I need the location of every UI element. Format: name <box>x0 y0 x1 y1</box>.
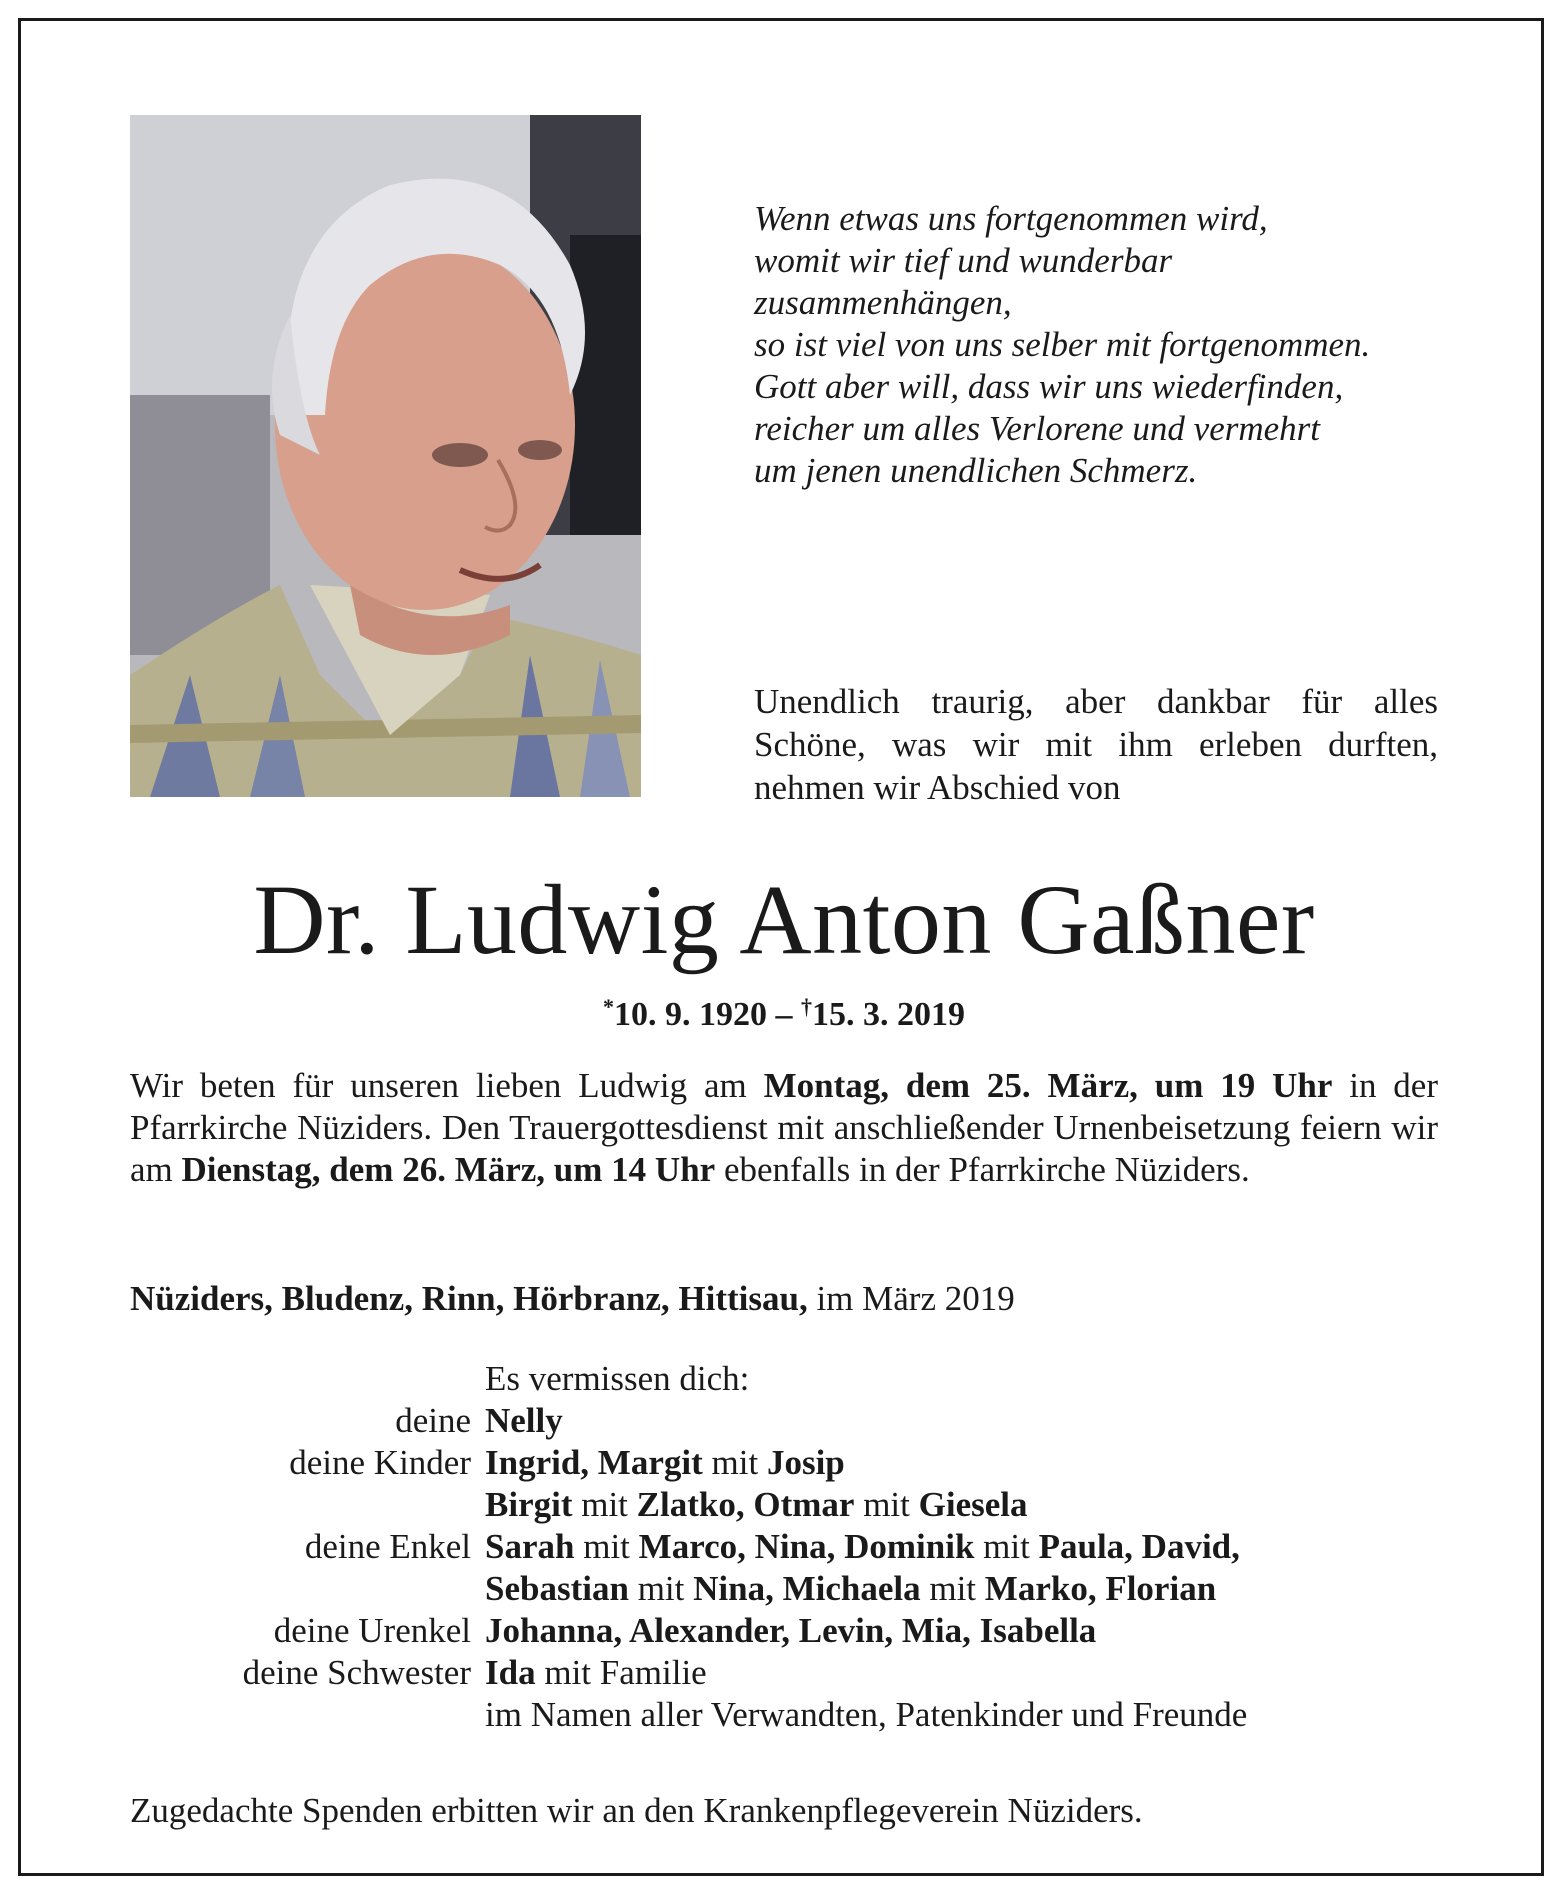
mourners-heading: Es vermissen dich: <box>485 1359 750 1398</box>
mourner-row: Sebastian mit Nina, Michaela mit Marko, Florian <box>485 1569 1217 1608</box>
mourner-names: Birgit <box>485 1485 573 1524</box>
death-date: 15. 3. 2019 <box>812 996 965 1033</box>
rosary-time: Montag, dem 25. März, um 19 Uhr <box>763 1066 1333 1105</box>
date-separator: – <box>767 996 801 1033</box>
mourner-row: deine Enkel Sarah mit Marco, Nina, Dominik mit Paula, David, <box>130 1526 1438 1568</box>
mourner-names: Marko, Florian <box>984 1569 1217 1608</box>
mourner-names: Marco, Nina, Dominik <box>638 1527 975 1566</box>
life-dates <box>130 986 1438 1036</box>
deceased-name: Dr. Ludwig Anton Gaßner <box>253 864 1315 975</box>
mourner-row: deine Schwester Ida mit Familie <box>130 1652 1438 1694</box>
place-names: Nüziders, Bludenz, Rinn, Hörbranz, Hittisau, <box>130 1279 808 1318</box>
relation-label: deine Urenkel <box>273 1611 471 1650</box>
mourner-names: Paula, David, <box>1038 1527 1240 1566</box>
portrait-photo <box>130 115 641 797</box>
mourner-names: Nelly <box>485 1401 563 1440</box>
birth-symbol: * <box>603 994 614 1019</box>
service-text: ebenfalls in der Pfarrkirche Nüziders. <box>715 1150 1250 1189</box>
mourner-row: deine Kinder Ingrid, Margit mit Josip <box>130 1442 1438 1484</box>
mourner-names: Giesela <box>918 1485 1028 1524</box>
farewell-intro: Unendlich traurig, aber dankbar für alles Schöne, was wir mit ihm erleben durften, nehmen wir Abschied von <box>754 682 1438 807</box>
mourner-row <box>130 1610 1438 1652</box>
mourner-names: Ida <box>485 1653 536 1692</box>
poem-line: Wenn etwas uns fortgenommen wird, <box>754 199 1268 238</box>
birth-date: 10. 9. 1920 <box>614 996 767 1033</box>
donation-note: Zugedachte Spenden erbitten wir an den Krankenpflegeverein Nüziders. <box>130 1791 1143 1830</box>
mourner-names: Josip <box>766 1443 845 1482</box>
mourner-names: Sarah <box>485 1527 575 1566</box>
closing-mourners: im Namen aller Verwandten, Patenkinder und Freunde <box>485 1695 1248 1734</box>
death-symbol: † <box>801 994 812 1019</box>
mourner-row <box>130 1694 1438 1736</box>
service-details <box>130 1065 1438 1191</box>
service-text: Wir beten für unseren lieben Ludwig am <box>130 1066 764 1105</box>
mourner-names: Ingrid, Margit <box>485 1443 703 1482</box>
place-and-date <box>130 1278 1438 1320</box>
poem-line: reicher um alles Verlorene und vermehrt <box>754 409 1321 448</box>
poem-line: so ist viel von uns selber mit fortgenommen. <box>754 325 1371 364</box>
mourner-names: Johanna, Alexander, Levin, Mia, Isabella <box>485 1611 1097 1650</box>
mourner-names: Zlatko, Otmar <box>636 1485 855 1524</box>
relation-label: deine Schwester <box>242 1653 471 1692</box>
mourner-row <box>130 1400 1438 1442</box>
month-year: im März 2019 <box>807 1279 1015 1318</box>
funeral-time: Dienstag, dem 26. März, um 14 Uhr <box>181 1150 716 1189</box>
mourner-row: Birgit mit Zlatko, Otmar mit Giesela <box>485 1485 1028 1524</box>
relation-label: deine <box>395 1401 471 1440</box>
mourner-names: Sebastian <box>485 1569 629 1608</box>
poem-line: um jenen unendlichen Schmerz. <box>754 451 1198 490</box>
service-text: in der Pfarrkirche Nüziders. Den Trauergottesdienst mit anschließender Urnenbeisetzung feiern wir am <box>130 1066 1438 1189</box>
relation-label: deine Enkel <box>304 1527 471 1566</box>
mourners-heading-row <box>130 1358 1438 1400</box>
relation-label: deine Kinder <box>289 1443 471 1482</box>
poem-line: womit wir tief und wunderbar <box>754 241 1173 280</box>
poem-line: Gott aber will, dass wir uns wiederfinden, <box>754 367 1344 406</box>
mourners-list <box>130 1358 1438 1736</box>
poem-line: zusammenhängen, <box>754 283 1012 322</box>
memorial-poem <box>754 198 1474 492</box>
mourner-names: Nina, Michaela <box>693 1569 921 1608</box>
